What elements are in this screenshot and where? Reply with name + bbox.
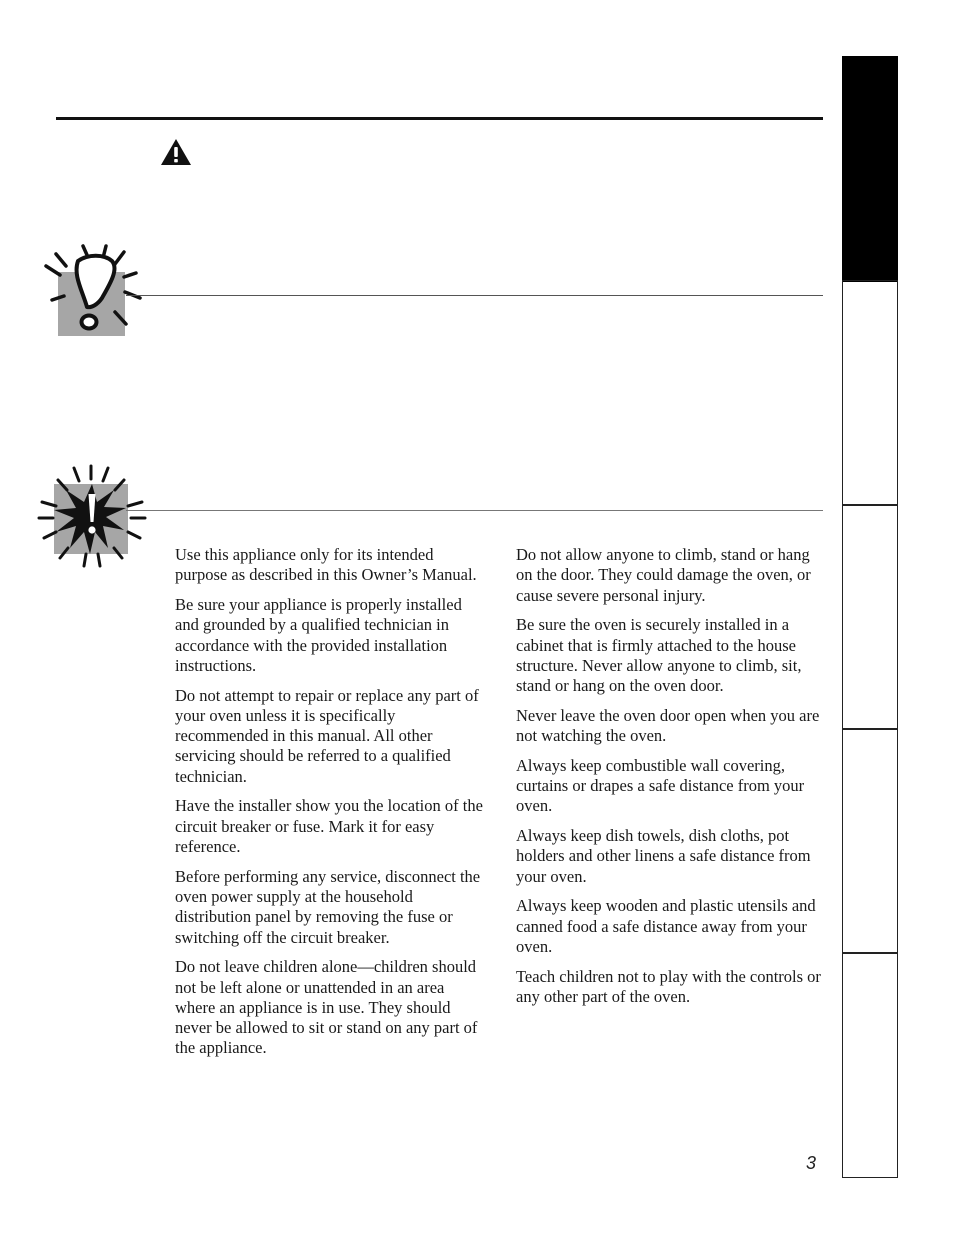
- section-tab[interactable]: [842, 952, 898, 1178]
- section-tab[interactable]: [842, 56, 898, 282]
- safety-paragraph: Use this appliance only for its intended purpose as described in this Owner’s Manual.: [175, 545, 477, 585]
- safety-paragraph: Be sure the oven is securely installed in a cabinet that is firmly attached to the house structure. Never allow anyone to climb, sit, stand or hang on the oven door.: [516, 615, 802, 696]
- safety-paragraph: Always keep combustible wall covering, curtains or drapes a safe distance from your oven.: [516, 755, 805, 816]
- starburst-exclamation-icon: [34, 462, 150, 572]
- safety-paragraph: Never leave the oven door open when you are not watching the oven.: [516, 705, 820, 746]
- safety-paragraph: Be sure your appliance is properly installed and grounded by a qualified technician in accordance with the provided installation instructions.: [175, 594, 462, 675]
- safety-exclamation-icon: [40, 240, 150, 340]
- right-column: [516, 545, 826, 1017]
- section-rule-important: [126, 510, 823, 511]
- section-tabs: [842, 56, 898, 1178]
- section-tab[interactable]: [842, 504, 898, 730]
- warning-triangle-icon: [160, 138, 192, 166]
- left-column: [175, 545, 485, 1068]
- safety-paragraph: Have the installer show you the location of the circuit breaker or fuse. Mark it for easy reference.: [175, 796, 483, 857]
- page-number: 3: [806, 1153, 817, 1173]
- section-tab[interactable]: [842, 280, 898, 506]
- safety-paragraph: Teach children not to play with the controls or any other part of the oven.: [516, 966, 821, 1006]
- safety-paragraph: Always keep dish towels, dish cloths, pot holders and other linens a safe distance from your oven.: [516, 826, 811, 886]
- top-rule: [56, 117, 823, 120]
- safety-paragraph: Before performing any service, disconnect the oven power supply at the household distribution panel by removing the fuse or switching off the circuit breaker.: [175, 866, 481, 947]
- safety-paragraph: Do not allow anyone to climb, stand or hang on the door. They could damage the oven, or cause severe personal injury.: [516, 545, 811, 605]
- safety-paragraph: Do not attempt to repair or replace any part of your oven unless it is specifically recommended in this manual. All other servicing should be referred to a qualified technician.: [175, 685, 479, 786]
- safety-paragraph: Do not leave children alone—children should not be left alone or unattended in an area where an appliance is in use. They should never be allowed to sit or stand on any part of the appliance.: [175, 957, 478, 1058]
- section-tab[interactable]: [842, 728, 898, 954]
- section-rule-safety: [126, 295, 823, 296]
- safety-paragraph: Always keep wooden and plastic utensils and canned food a safe distance away from your oven.: [516, 896, 816, 956]
